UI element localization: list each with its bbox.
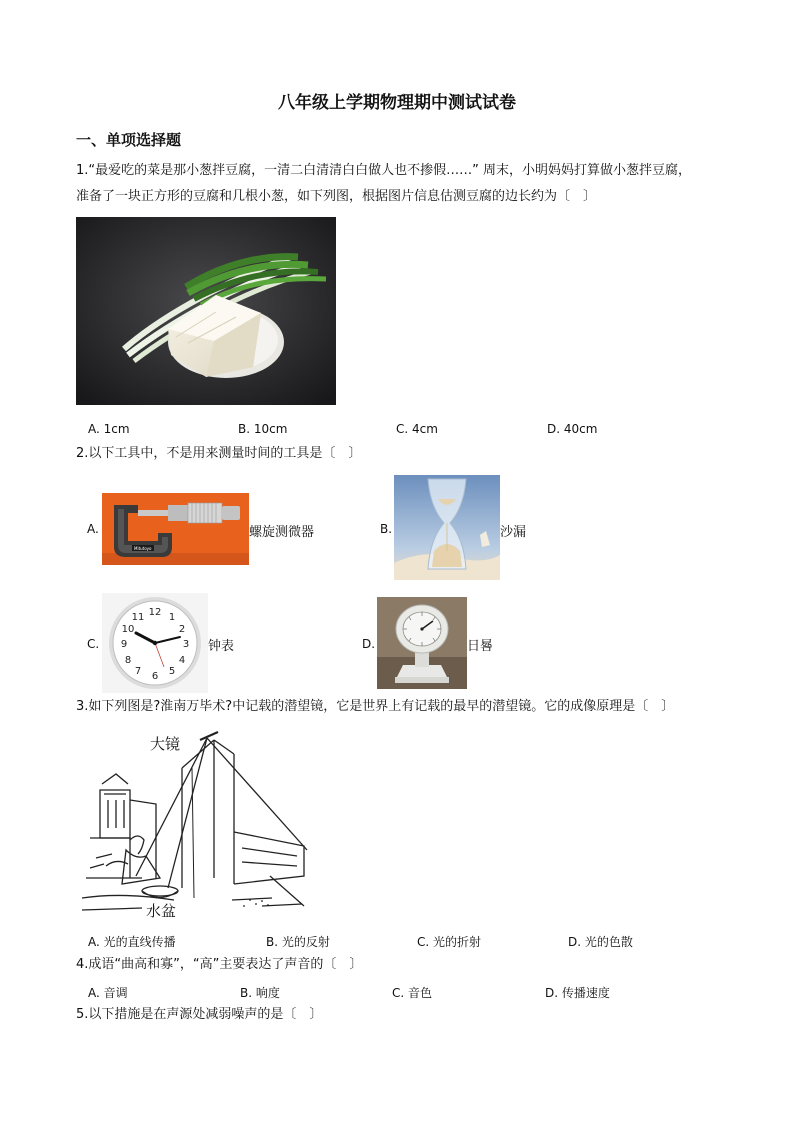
question-2-text: 2.以下工具中，不是用来测量时间的工具是〔 〕 [76,446,362,461]
micrometer-brand-logo: Mitutoyo [134,546,152,551]
question-1-text [76,158,726,210]
q1-option-b[interactable]: B. 10cm [238,422,288,436]
page-title: 八年级上学期物理期中测试试卷 [278,93,516,113]
q3-option-a[interactable]: A. 光的直线传播 [88,935,176,949]
q3-option-c[interactable]: C. 光的折射 [417,935,482,949]
q2-option-b-letter[interactable]: B. [380,522,393,536]
q4-option-a[interactable]: A. 音调 [88,986,128,1000]
q2-option-c-name: 钟表 [208,639,235,654]
svg-text:10: 10 [121,624,135,635]
svg-text:4: 4 [178,655,186,666]
question-1-line-2: 准备了一块正方形的豆腐和几根小葱，如下列图，根据图片信息估测豆腐的边长约为〔 〕 [76,189,597,204]
svg-text:12: 12 [148,607,162,618]
hourglass-photo [394,475,500,580]
q4-option-b[interactable]: B. 响度 [240,986,280,1000]
svg-text:2: 2 [178,624,186,635]
section-heading: 一、单项选择题 [76,131,182,149]
svg-text:6: 6 [151,671,159,682]
micrometer-photo [102,493,249,565]
svg-text:8: 8 [124,655,132,666]
sundial-photo [377,597,467,689]
tofu-scallion-photo [76,217,336,405]
svg-text:9: 9 [120,639,128,650]
q4-option-d[interactable]: D. 传播速度 [545,986,610,1000]
svg-text:5: 5 [168,666,176,677]
q2-option-a-letter[interactable]: A. [87,522,99,536]
periscope-illustration [82,728,312,920]
basin-label: 水盆 [146,902,177,920]
svg-text:3: 3 [182,639,190,650]
wall-clock-photo [102,593,208,693]
question-3-text: 3.如下列图是?淮南万毕术?中记载的潜望镜，它是世界上有记载的最早的潜望镜。它的成像原理是〔 〕 [76,699,675,714]
q2-option-d-name: 日晷 [467,639,494,654]
mirror-label: 大镜 [150,735,181,753]
question-5-text: 5.以下措施是在声源处减弱噪声的是〔 〕 [76,1007,323,1022]
svg-text:1: 1 [168,612,176,623]
question-1-line-1: 1.“最爱吃的菜是那小葱拌豆腐，一清二白清清白白做人也不掺假……” 周末，小明妈妈打算做小葱拌豆腐， [76,163,692,178]
q2-option-d-letter[interactable]: D. [362,637,376,651]
question-4-text: 4.成语“曲高和寡”，“高”主要表达了声音的〔 〕 [76,957,363,972]
q1-option-c[interactable]: C. 4cm [396,422,438,436]
q4-option-c[interactable]: C. 音色 [392,986,433,1000]
q2-option-b-name: 沙漏 [500,525,527,540]
q2-option-c-letter[interactable]: C. [87,637,100,651]
svg-text:11: 11 [131,612,145,623]
q3-option-d[interactable]: D. 光的色散 [568,935,633,949]
q1-option-d[interactable]: D. 40cm [547,422,598,436]
svg-text:7: 7 [134,666,142,677]
q1-option-a[interactable]: A. 1cm [88,422,130,436]
q3-option-b[interactable]: B. 光的反射 [266,935,330,949]
q2-option-a-name: 螺旋测微器 [249,525,315,540]
